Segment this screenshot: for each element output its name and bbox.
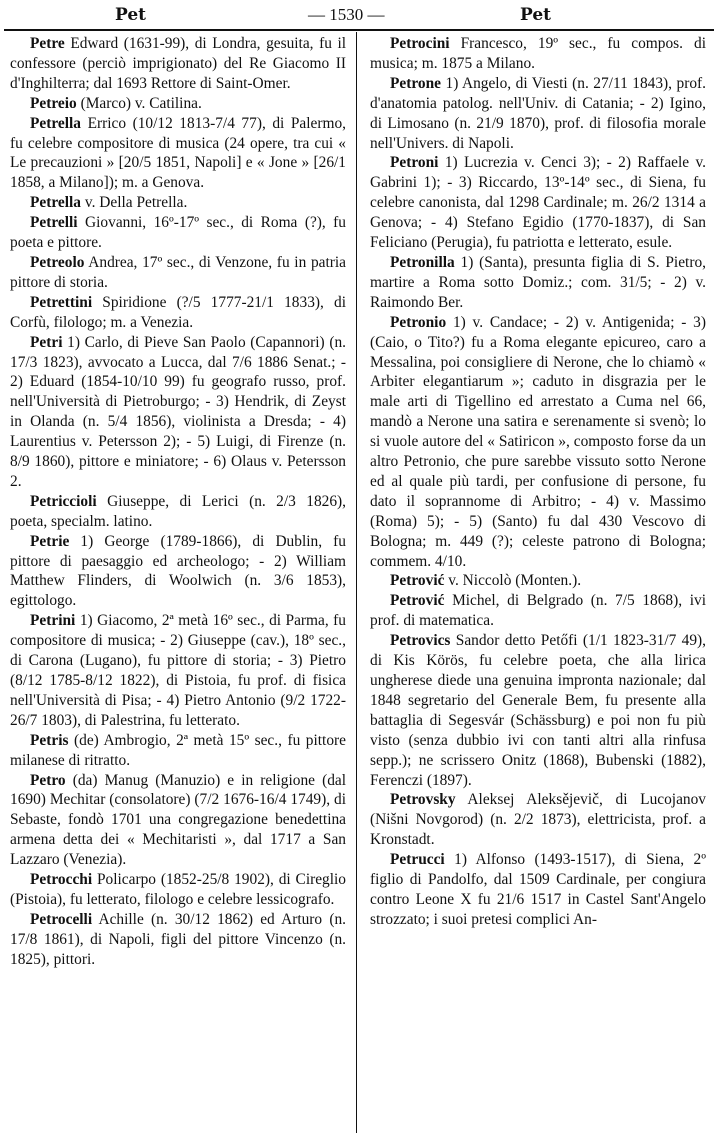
- entry-headword: Petrovics: [390, 632, 451, 650]
- entry: [370, 571, 706, 591]
- entry-text: Michel, di Belgrado (n. 7/5 1868), ivi prof. di matematica.: [370, 592, 706, 630]
- left-column: [10, 34, 346, 1129]
- page-number: — 1530 —: [308, 5, 385, 24]
- entry-text: Giuseppe, di Lerici (n. 2/3 1826), poeta, specialm. latino.: [10, 492, 346, 530]
- entry-text: Andrea, 17º sec., di Venzone, fu in patria pittore di storia.: [10, 253, 346, 291]
- entry-headword: Petrocini: [390, 35, 450, 52]
- entry-headword: Petreio: [30, 94, 77, 112]
- entry: [370, 34, 706, 74]
- entry-text: Sandor detto Petőfi (1/1 1823-31/7 49), di Kis Körös, fu celebre poeta, che alla lirica ungherese diede una genuina impronta nazionale; dal 1848 segretario del Generale Bem, fu presente alla battaglia di Segesvár (Schässburg) e poi non fu più visto (senza dubbio ivi con tanti altri alla rinfusa sepp.); ne scrissero Onitz (1868), Bubenski (1882), Ferenczi (1897).: [370, 632, 706, 789]
- entry-text: 1) Giacomo, 2ª metà 16º sec., di Parma, fu compositore di musica; - 2) Giuseppe (cav.), 18º sec., di Carona (Lugano), fu pittore di storia; - 3) Pietro (8/12 1785-8/12 1822), di Pistoia, fu prof. di fisica nell'Università di Pisa; - 4) Pietro Antonio (9/2 1722-26/7 1803), di Palestrina, fu letterato.: [10, 612, 346, 729]
- entry-headword: Petronio: [390, 313, 447, 331]
- entry-text: (Marco) v. Catilina.: [80, 94, 202, 112]
- entry-text: Edward (1631-99), di Londra, gesuita, fu il confessore (perciò imprigionato) del Re Giacomo II d'Inghilterra; dal 1693 Rettore di Saint-Omer.: [10, 35, 346, 92]
- entry-text: Spiridione (?/5 1777-21/1 1833), di Corfù, filologo; m. a Venezia.: [10, 293, 346, 331]
- right-column: [370, 34, 706, 1129]
- entry: [10, 94, 346, 114]
- entry: [10, 34, 346, 94]
- entry: [370, 74, 706, 154]
- page-header: [0, 4, 718, 28]
- entry-text: 1) Angelo, di Viesti (n. 27/11 1843), prof. d'anatomia patolog. nell'Univ. di Catania; - 2) Igino, di Limosano (n. 21/9 1870), prof. di filosofia morale nell'Univers. di Napoli.: [370, 74, 706, 152]
- entry-text: v. Della Petrella.: [84, 194, 188, 212]
- entry-text: 1) (Santa), presunta figlia di S. Pietro, martire a Roma sotto Domiz.; com. 31/5; - 2) v. Raimondo Ber.: [370, 253, 706, 311]
- entry: [10, 870, 346, 910]
- entry-headword: Petronilla: [390, 253, 455, 271]
- entry-headword: Petrini: [30, 612, 76, 630]
- entry: [10, 114, 346, 194]
- entry: [10, 611, 346, 730]
- entry-headword: Petrocelli: [30, 910, 93, 928]
- entry-headword: Petrie: [30, 532, 70, 550]
- entry-text: (de) Ambrogio, 2ª metà 15º sec., fu pittore milanese di ritratto.: [10, 731, 346, 769]
- entry-text: 1) George (1789-1866), di Dublin, fu pittore di paesaggio ed archeologo; - 2) William Matthew Flinders, di Woolwich (n. 3/6 1853), egittologo.: [10, 532, 346, 610]
- entry-headword: Petris: [30, 731, 69, 749]
- entry-headword: Petrella: [30, 194, 82, 212]
- header-left-keyword: Pet: [115, 5, 146, 25]
- entry-text: 1) Lucrezia v. Cenci 3); - 2) Raffaele v. Gabrini 1); - 3) Riccardo, 13º-14º sec., di Siena, fu celebre canonista, dal 1298 Cardinale; m. 26/2 1314 a Genova; - 4) Stefano Egidio (1770-1837), di San Feliciano (Perugia), fu patriotta e letterato, esule.: [370, 154, 706, 252]
- entry: [10, 253, 346, 293]
- entry-headword: Petreolo: [30, 253, 85, 271]
- entry: [370, 631, 706, 790]
- entry: [370, 790, 706, 850]
- entry-text: 1) v. Candace; - 2) v. Antigenida; - 3) (Caio, o Tito?) fu a Roma elegante epicureo, caro a Messalina, poi consigliere di Nerone, che lo chiamò « Arbiter elegantiarum »; caduto in disgrazia per le male arti di Tigellino ed arrestato a Cuma nel 66, mandò a Nerone una satira e serenamente si svenò; lo si vuole autore del « Satiricon », composto forse da un altro Petronio, che pure sarebbe vissuto sotto Nerone ed al quale più tardi, per confusione di persone, fu dato il soprannome di Arbitro; - 4) v. Massimo (Roma) 5); - 5) (Santo) fu dal 430 Vescovo di Bologna; m. 449 (?); celeste patrono di Bologna; commem. 4/10.: [370, 313, 706, 570]
- entry-headword: Petrettini: [30, 293, 93, 311]
- entry-headword: Petrović: [390, 572, 445, 590]
- entry-text: 1) Carlo, di Pieve San Paolo (Capannori) (n. 17/3 1823), avvocato a Lucca, dal 7/6 1886 Senat.; - 2) Eduard (1854-10/10 99) fu geografo russo, prof. nell'Università di Pietroburgo; - 3) Hendrik, di Zeyst in Olanda (n. 5/4 1856), violinista a Dresda; - 4) Laurentius v. Petersson 2); - 5) Luigi, di Firenze (n. 8/9 1860), pittore e miniatore; - 6) Olaus v. Petersson 2.: [10, 333, 346, 490]
- entry-text: Francesco, 19º sec., fu compos. di musica; m. 1875 a Milano.: [370, 35, 706, 72]
- entry: [370, 850, 706, 930]
- entry: [370, 253, 706, 313]
- entry: [10, 293, 346, 333]
- entry: [10, 910, 346, 970]
- entry-headword: Petrović: [390, 592, 445, 610]
- header-rule: [4, 29, 714, 31]
- entry-headword: Petro: [30, 771, 66, 789]
- entry-headword: Petrone: [390, 74, 442, 92]
- entry-headword: Petrucci: [390, 851, 445, 869]
- entry: [10, 193, 346, 213]
- entry-headword: Petrovsky: [390, 791, 456, 809]
- entry-text: Policarpo (1852-25/8 1902), di Cireglio (Pistoia), fu letterato, filologo e celebre lessicografo.: [10, 871, 346, 908]
- entry-text: v. Niccolò (Monten.).: [448, 572, 582, 590]
- header-right-keyword: Pet: [520, 5, 551, 25]
- entry-headword: Petriccioli: [30, 492, 97, 510]
- entry-text: Achille (n. 30/12 1862) ed Arturo (n. 17/8 1861), di Napoli, figli del pittore Vincenzo (n. 1825), pittori.: [10, 910, 346, 968]
- entry: [370, 153, 706, 253]
- entry: [10, 492, 346, 532]
- entry: [10, 333, 346, 492]
- entry-text: Giovanni, 16º-17º sec., di Roma (?), fu poeta e pittore.: [10, 214, 346, 252]
- entry-text: Aleksej Aleksějevič, di Lucojanov (Nišni Novgorod) (n. 2/2 1873), elettricista, prof. a Kronstadt.: [370, 791, 706, 849]
- entry-text: 1) Alfonso (1493-1517), di Siena, 2º figlio di Pandolfo, dal 1509 Cardinale, per congiura contro Leone X fu 21/6 1517 in Castel Sant'Angelo strozzato; i suoi pretesi complici An-: [370, 851, 706, 928]
- entry-headword: Petroni: [390, 154, 439, 172]
- entry-text: (da) Manug (Manuzio) e in religione (dal 1690) Mechitar (consolatore) (7/2 1676-16/4 1749), di Sebaste, fondò 1701 una congregazione benedettina armena detta dei « Mechitaristi », dal 1717 a San Lazzaro (Venezia).: [10, 771, 346, 869]
- entry-headword: Petre: [30, 35, 65, 52]
- entry-text: Errico (10/12 1813-7/4 77), di Palermo, fu celebre compositore di musica (24 opere, tra cui « Le precauzioni » [20/5 1851, Napoli] e « Jone » [26/1 1858, a Milano]); m. a Genova.: [10, 114, 346, 192]
- entry: [370, 313, 706, 572]
- entry: [10, 213, 346, 253]
- entry-headword: Petri: [30, 333, 63, 351]
- entry-headword: Petrelli: [30, 214, 78, 232]
- entry-headword: Petrocchi: [30, 871, 93, 889]
- entry: [10, 771, 346, 871]
- entry: [10, 532, 346, 612]
- entry-headword: Petrella: [30, 114, 82, 132]
- column-divider: [356, 32, 357, 1133]
- entry: [370, 591, 706, 631]
- entry: [10, 731, 346, 771]
